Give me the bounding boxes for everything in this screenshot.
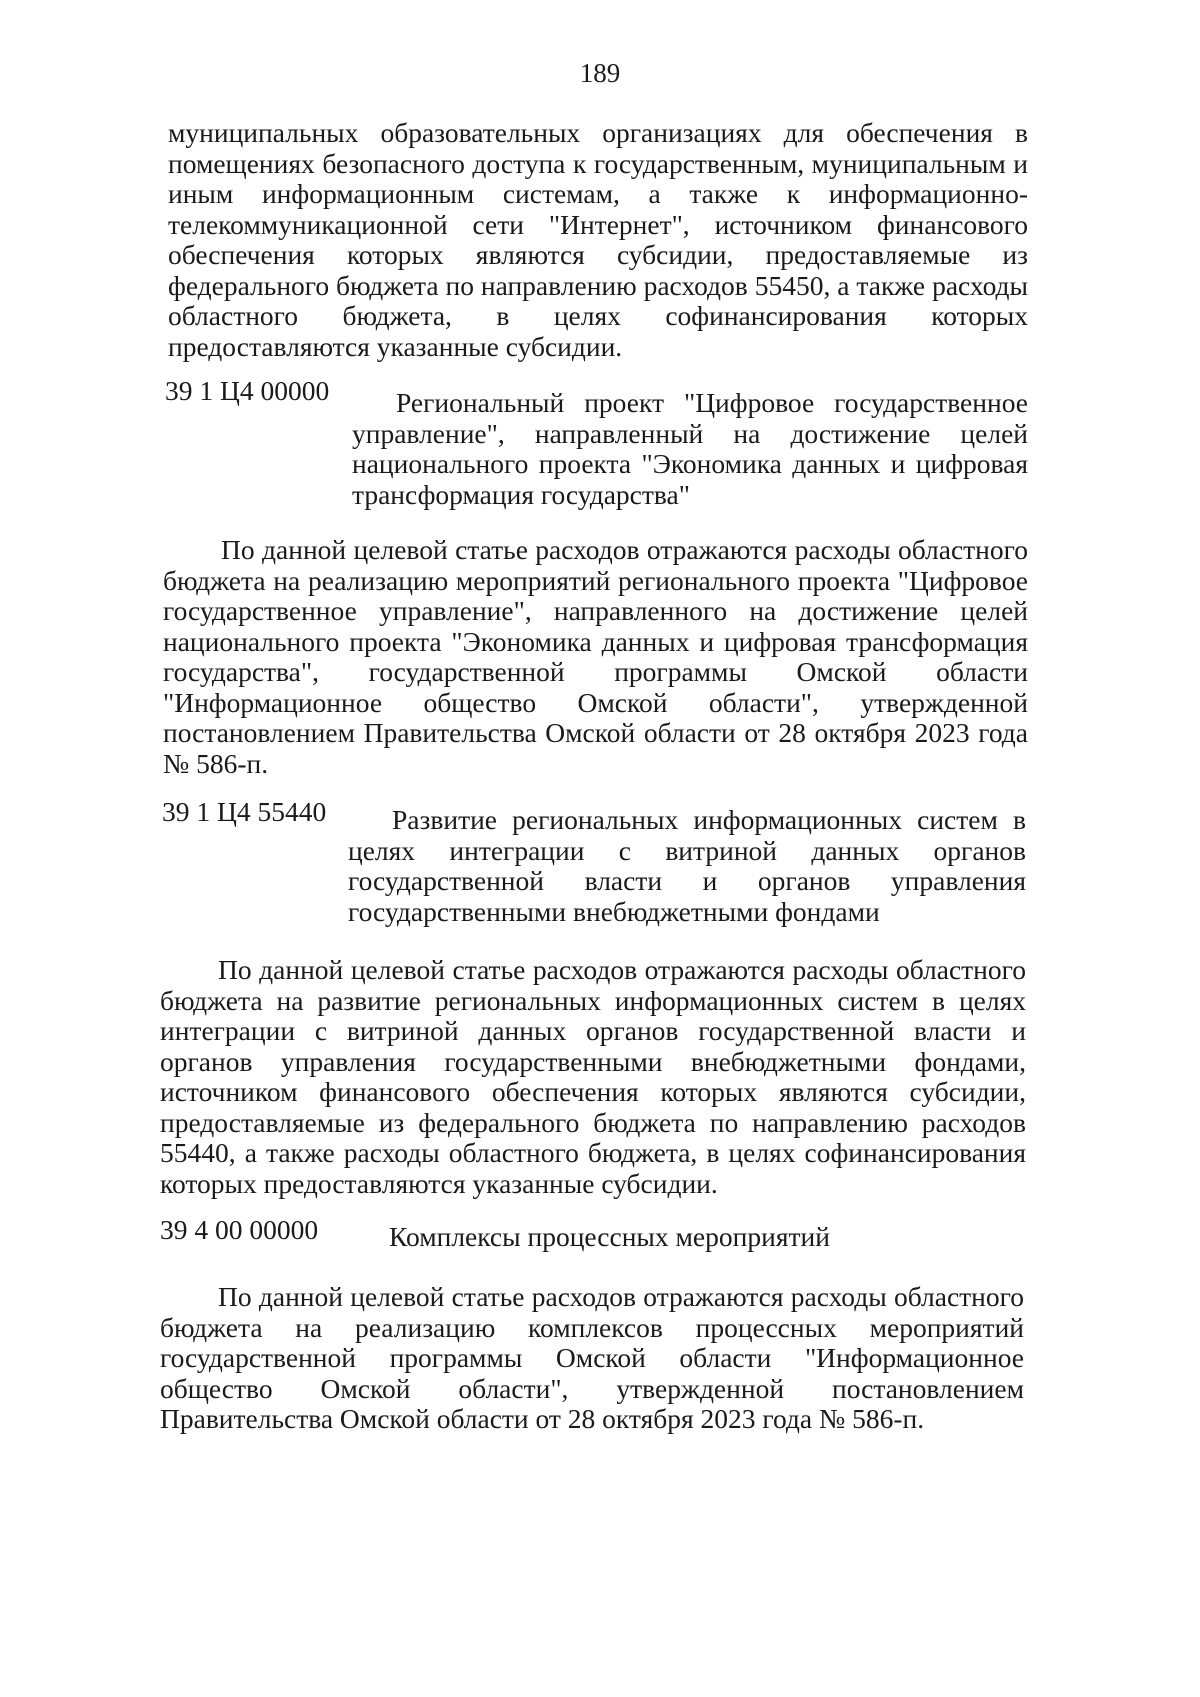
section-code: 39 4 00 00000 — [160, 1214, 319, 1245]
intro-paragraph: муниципальных образовательных организациях для обеспечения в помещениях безопасного доступа к государственным, муниципальным и иным информационным системам, а также к информационно-телекоммуникационной сети "Интернет", источником финансового обеспечения которых являются субсидии, предоставляемые из федерального бюджета по направлению расходов 55450, а также расходы областного бюджета, в целях софинансирования которых предоставляются указанные субсидии. — [168, 117, 1028, 362]
page-number: 189 — [579, 58, 621, 88]
section-title: Комплексы процессных мероприятий — [389, 1221, 830, 1252]
section-description: По данной целевой статье расходов отражаются расходы областного бюджета на развитие региональных информационных систем в целях интеграции с витриной данных органов государственной власти и органов управления государственными внебюджетными фондами, источником финансового обеспечения которых являются субсидии, предоставляемые из федерального бюджета по направлению расходов 55440, а также расходы областного бюджета, в целях софинансирования которых предоставляются указанные субсидии. — [160, 954, 1026, 1199]
section-title: Региональный проект "Цифровое государственное управление", направленный на достижение целей национального проекта "Экономика данных и цифровая трансформация государства" — [352, 387, 1028, 510]
section-code: 39 1 Ц4 55440 — [162, 796, 327, 827]
section-title: Развитие региональных информационных систем в целях интеграции с витриной данных органов государственной власти и органов управления государственными внебюджетными фондами — [348, 804, 1026, 927]
section-description: По данной целевой статье расходов отражаются расходы областного бюджета на реализацию комплексов процессных мероприятий государственной программы Омской области "Информационное общество Омской области", утвержденной постановлением Правительства Омской области от 28 октября 2023 года № 586-п. — [160, 1281, 1024, 1434]
section-code: 39 1 Ц4 00000 — [165, 375, 330, 406]
section-description: По данной целевой статье расходов отражаются расходы областного бюджета на реализацию мероприятий регионального проекта "Цифровое государственное управление", направленного на достижение целей национального проекта "Экономика данных и цифровая трансформация государства", государственной программы Омской области "Информационное общество Омской области", утвержденной постановлением Правительства Омской области от 28 октября 2023 года № 586-п. — [163, 534, 1028, 779]
